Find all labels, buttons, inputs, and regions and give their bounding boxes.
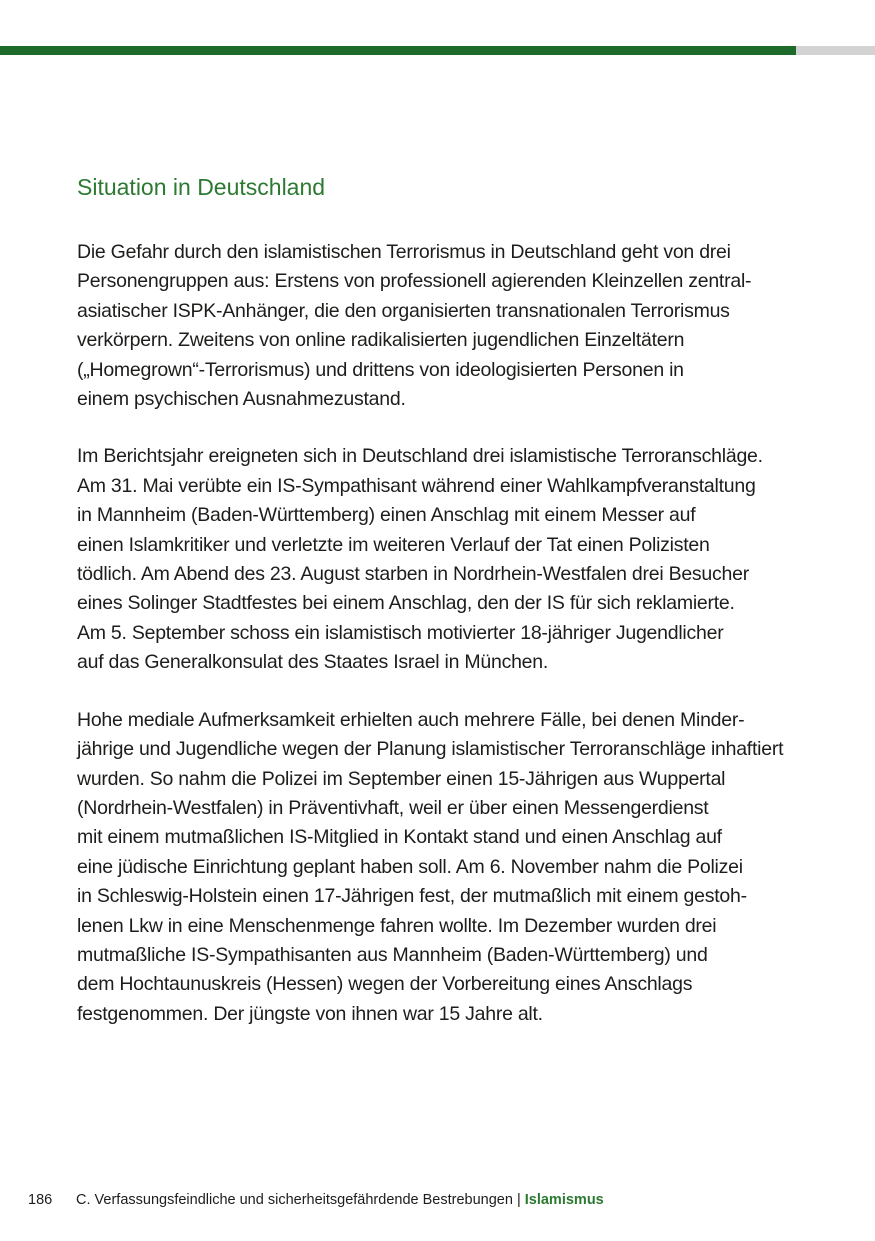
paragraph-line: Hohe mediale Aufmerksamkeit erhielten auch mehrere Fälle, bei denen Minder-: [77, 708, 745, 731]
paragraph-line: Im Berichtsjahr ereigneten sich in Deutschland drei islamistische Terroranschläge.: [77, 445, 763, 468]
paragraph-line: in Schleswig-Holstein einen 17-Jährigen fest, der mutmaßlich mit einem gestoh-: [77, 885, 747, 908]
footer-chapter: C. Verfassungsfeindliche und sicherheitsgefährdende Bestrebungen: [76, 1192, 513, 1208]
paragraph-line: verkörpern. Zweitens von online radikalisierten jugendlichen Einzeltätern: [77, 329, 685, 352]
paragraph-line: (Nordrhein-Westfalen) in Präventivhaft, weil er über einen Messengerdienst: [77, 796, 709, 819]
paragraph-line: mutmaßliche IS-Sympathisanten aus Mannheim (Baden-Württemberg) und: [77, 943, 708, 966]
paragraph-line: eine jüdische Einrichtung geplant haben soll. Am 6. November nahm die Polizei: [77, 855, 743, 878]
top-rule: [0, 46, 875, 55]
paragraph-line: Am 5. September schoss ein islamistisch motivierter 18-jähriger Jugendlicher: [77, 621, 724, 644]
paragraph-line: eines Solinger Stadtfestes bei einem Anschlag, den der IS für sich reklamierte.: [77, 592, 735, 615]
paragraph-line: tödlich. Am Abend des 23. August starben in Nordrhein-Westfalen drei Besucher: [77, 563, 749, 586]
paragraph-line: einen Islamkritiker und verletzte im weiteren Verlauf der Tat einen Polizisten: [77, 533, 710, 556]
paragraph-line: einem psychischen Ausnahmezustand.: [77, 388, 406, 411]
main-content: [77, 172, 797, 1057]
paragraph-line: lenen Lkw in eine Menschenmenge fahren wollte. Im Dezember wurden drei: [77, 914, 717, 937]
paragraph-line: asiatischer ISPK-Anhänger, die den organisierten transnationalen Terrorismus: [77, 299, 730, 322]
body-paragraph: [77, 238, 797, 414]
paragraph-line: mit einem mutmaßlichen IS-Mitglied in Kontakt stand und einen Anschlag auf: [77, 826, 722, 849]
body-paragraph: [77, 706, 797, 1029]
footer-chapter-emphasis: Islamismus: [524, 1192, 604, 1208]
top-rule-green-bar: [0, 46, 796, 55]
paragraph-line: wurden. So nahm die Polizei im September einen 15-Jährigen aus Wuppertal: [77, 767, 726, 790]
page-number: 186: [28, 1192, 53, 1208]
paragraph-line: Am 31. Mai verübte ein IS-Sympathisant während einer Wahlkampfveranstaltung: [77, 474, 756, 497]
paragraph-line: Personengruppen aus: Erstens von professionell agierenden Kleinzellen zentral-: [77, 270, 752, 293]
body-paragraph: [77, 442, 797, 677]
paragraph-line: in Mannheim (Baden-Württemberg) einen Anschlag mit einem Messer auf: [77, 504, 696, 527]
paragraph-line: („Homegrown“-Terrorismus) und drittens von ideologisierten Personen in: [77, 358, 684, 381]
paragraph-line: festgenommen. Der jüngste von ihnen war 15 Jahre alt.: [77, 1002, 543, 1025]
paragraph-line: dem Hochtaunuskreis (Hessen) wegen der Vorbereitung eines Anschlags: [77, 973, 693, 996]
footer-separator: |: [516, 1192, 521, 1208]
page-footer: [28, 1190, 604, 1210]
section-title: Situation in Deutschland: [77, 174, 326, 200]
paragraph-line: Die Gefahr durch den islamistischen Terrorismus in Deutschland geht von drei: [77, 241, 731, 263]
top-rule-grey-bar: [796, 46, 875, 55]
paragraph-line: jährige und Jugendliche wegen der Planung islamistischer Terroranschläge inhaftiert: [77, 738, 784, 761]
paragraph-line: auf das Generalkonsulat des Staates Israel in München.: [77, 651, 549, 674]
paragraph-list: [77, 238, 797, 1029]
